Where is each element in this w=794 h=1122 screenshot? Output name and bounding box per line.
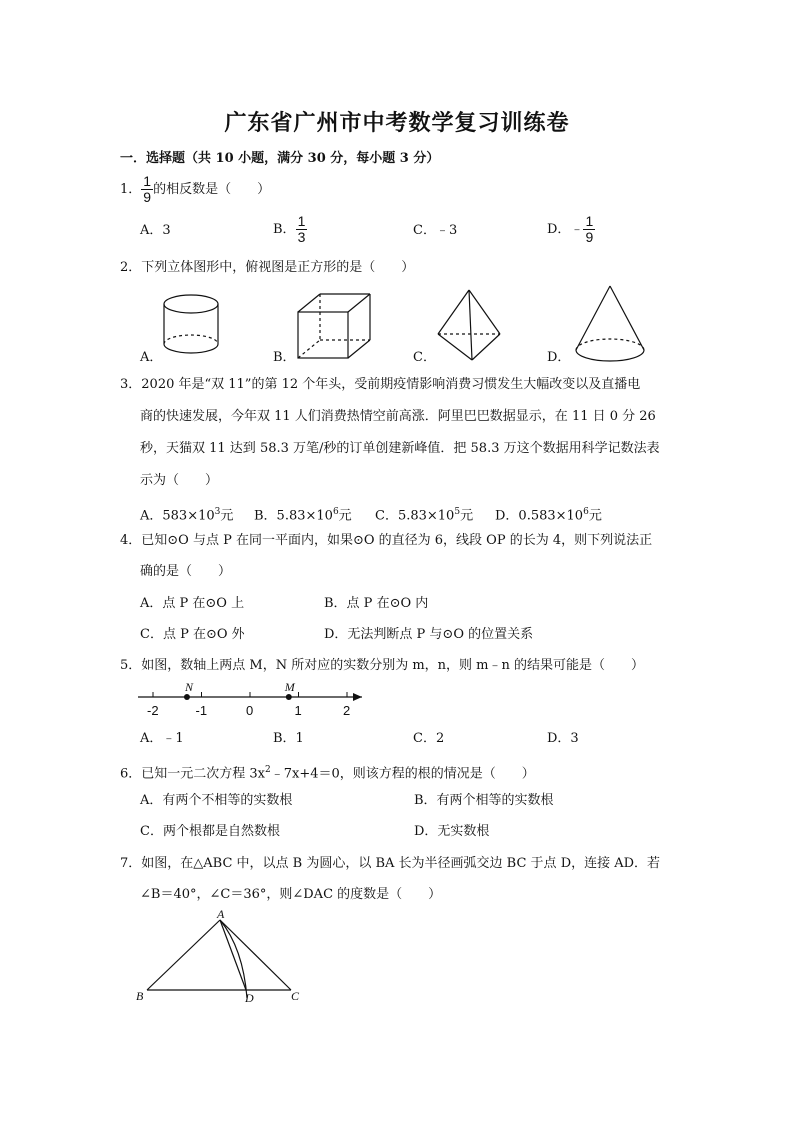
q3-line-2: 商的快速发展，今年双 11 人们消费热情空前高涨．阿里巴巴数据显示，在 11 日 0 分 26 xyxy=(140,409,656,424)
fraction-one-ninth: $\frac{1}{9}$ xyxy=(143,173,152,205)
label-d: D xyxy=(245,991,254,1005)
label-m: M xyxy=(284,680,295,694)
q4-option-b: B．点 P 在⊙O 内 xyxy=(324,596,429,611)
q4-option-a: A．点 P 在⊙O 上 xyxy=(140,596,245,611)
axis-arrow-icon xyxy=(353,693,362,701)
q6-option-d: D．无实数根 xyxy=(414,824,490,839)
q3-option-d: D．$0.583\times 10^6$元 xyxy=(495,507,602,524)
tick-label: 1 xyxy=(294,703,302,718)
q1-stem: 1． $\frac{1}{9}$ 的相反数是（ ） xyxy=(120,173,271,205)
q2-option-d: D． xyxy=(547,350,571,365)
q1-option-d: D．﹣ $\frac{1}{9}$ xyxy=(547,213,594,245)
q2-stem: 2．下列立体图形中，俯视图是正方形的是（ ） xyxy=(120,260,415,275)
q5-option-d: D．3 xyxy=(547,731,579,746)
q4-option-d: D．无法判断点 P 与⊙O 的位置关系 xyxy=(324,627,534,642)
label-n: N xyxy=(184,680,193,694)
q5-option-b: B．1 xyxy=(273,731,304,746)
q6-option-a: A．有两个不相等的实数根 xyxy=(140,793,293,808)
q6-option-c: C．两个根都是自然数根 xyxy=(140,824,280,839)
q2-option-b: B． xyxy=(273,350,296,365)
side-ac xyxy=(220,920,291,990)
q4-line-1: 4．已知⊙O 与点 P 在同一平面内，如果⊙O 的直径为 6，线段 OP 的长为 4，则下列说法正 xyxy=(120,533,653,548)
tick-label: -2 xyxy=(147,703,159,718)
label-a: A xyxy=(217,907,225,921)
q3-line-1: 3．2020 年是“双 11”的第 12 个年头，受前期疫情影响消费习惯发生大幅改变以及直播电 xyxy=(120,377,641,392)
point-n xyxy=(184,694,190,700)
q1-option-a: A．3 xyxy=(140,223,171,238)
point-m xyxy=(286,694,292,700)
q5-stem: 5．如图，数轴上两点 M，N 所对应的实数分别为 m，n，则 m﹣n 的结果可能是（ ） xyxy=(120,658,645,673)
q1-option-c: C．﹣3 xyxy=(413,223,458,238)
q3-line-3: 秒，天猫双 11 达到 58.3 万笔/秒的订单创建新峰值．把 58.3 万这个数据用科学记数法表 xyxy=(140,441,660,456)
section-heading: 一．选择题（共 10 小题，满分 30 分，每小题 3 分） xyxy=(120,151,440,166)
q7-line-2: ∠B＝40°，∠C＝36°，则∠DAC 的度数是（ ） xyxy=(140,887,442,902)
q4-option-c: C．点 P 在⊙O 外 xyxy=(140,627,245,642)
q2-option-c: C． xyxy=(413,350,436,365)
page-title: 广东省广州市中考数学复习训练卷 xyxy=(224,110,570,136)
q3-option-c: C．$5.83\times 10^5$元 xyxy=(375,507,474,524)
tick-label: 2 xyxy=(343,703,351,718)
side-ba xyxy=(147,920,220,990)
tick-label: -1 xyxy=(195,703,208,718)
q4-line-2: 确的是（ ） xyxy=(140,564,232,579)
q6-stem: 6．已知一元二次方程 $3x^2﹣7x+4=0$，则该方程的根的情况是（ ） xyxy=(120,765,535,782)
q3-option-a: A．$583\times 10^3$元 xyxy=(140,507,234,524)
q3-option-b: B．$5.83\times 10^6$元 xyxy=(254,507,352,524)
q5-option-a: A．﹣1 xyxy=(140,731,184,746)
q7-line-1: 7．如图，在△ABC 中，以点 B 为圆心，以 BA 长为半径画弧交边 BC 于点 D，连接 AD．若 xyxy=(120,856,661,871)
q6-option-b: B．有两个相等的实数根 xyxy=(414,793,554,808)
q2-option-a: A． xyxy=(140,350,163,365)
segment-ad xyxy=(220,920,246,990)
q1-option-b: B． $\frac{1}{3}$ xyxy=(273,213,306,245)
label-b: B xyxy=(136,989,144,1003)
tick-label: 0 xyxy=(246,703,254,718)
q3-line-4: 示为（ ） xyxy=(140,473,219,488)
label-c: C xyxy=(291,989,300,1003)
q5-option-c: C．2 xyxy=(413,731,445,746)
triangle-figure xyxy=(135,907,315,1010)
